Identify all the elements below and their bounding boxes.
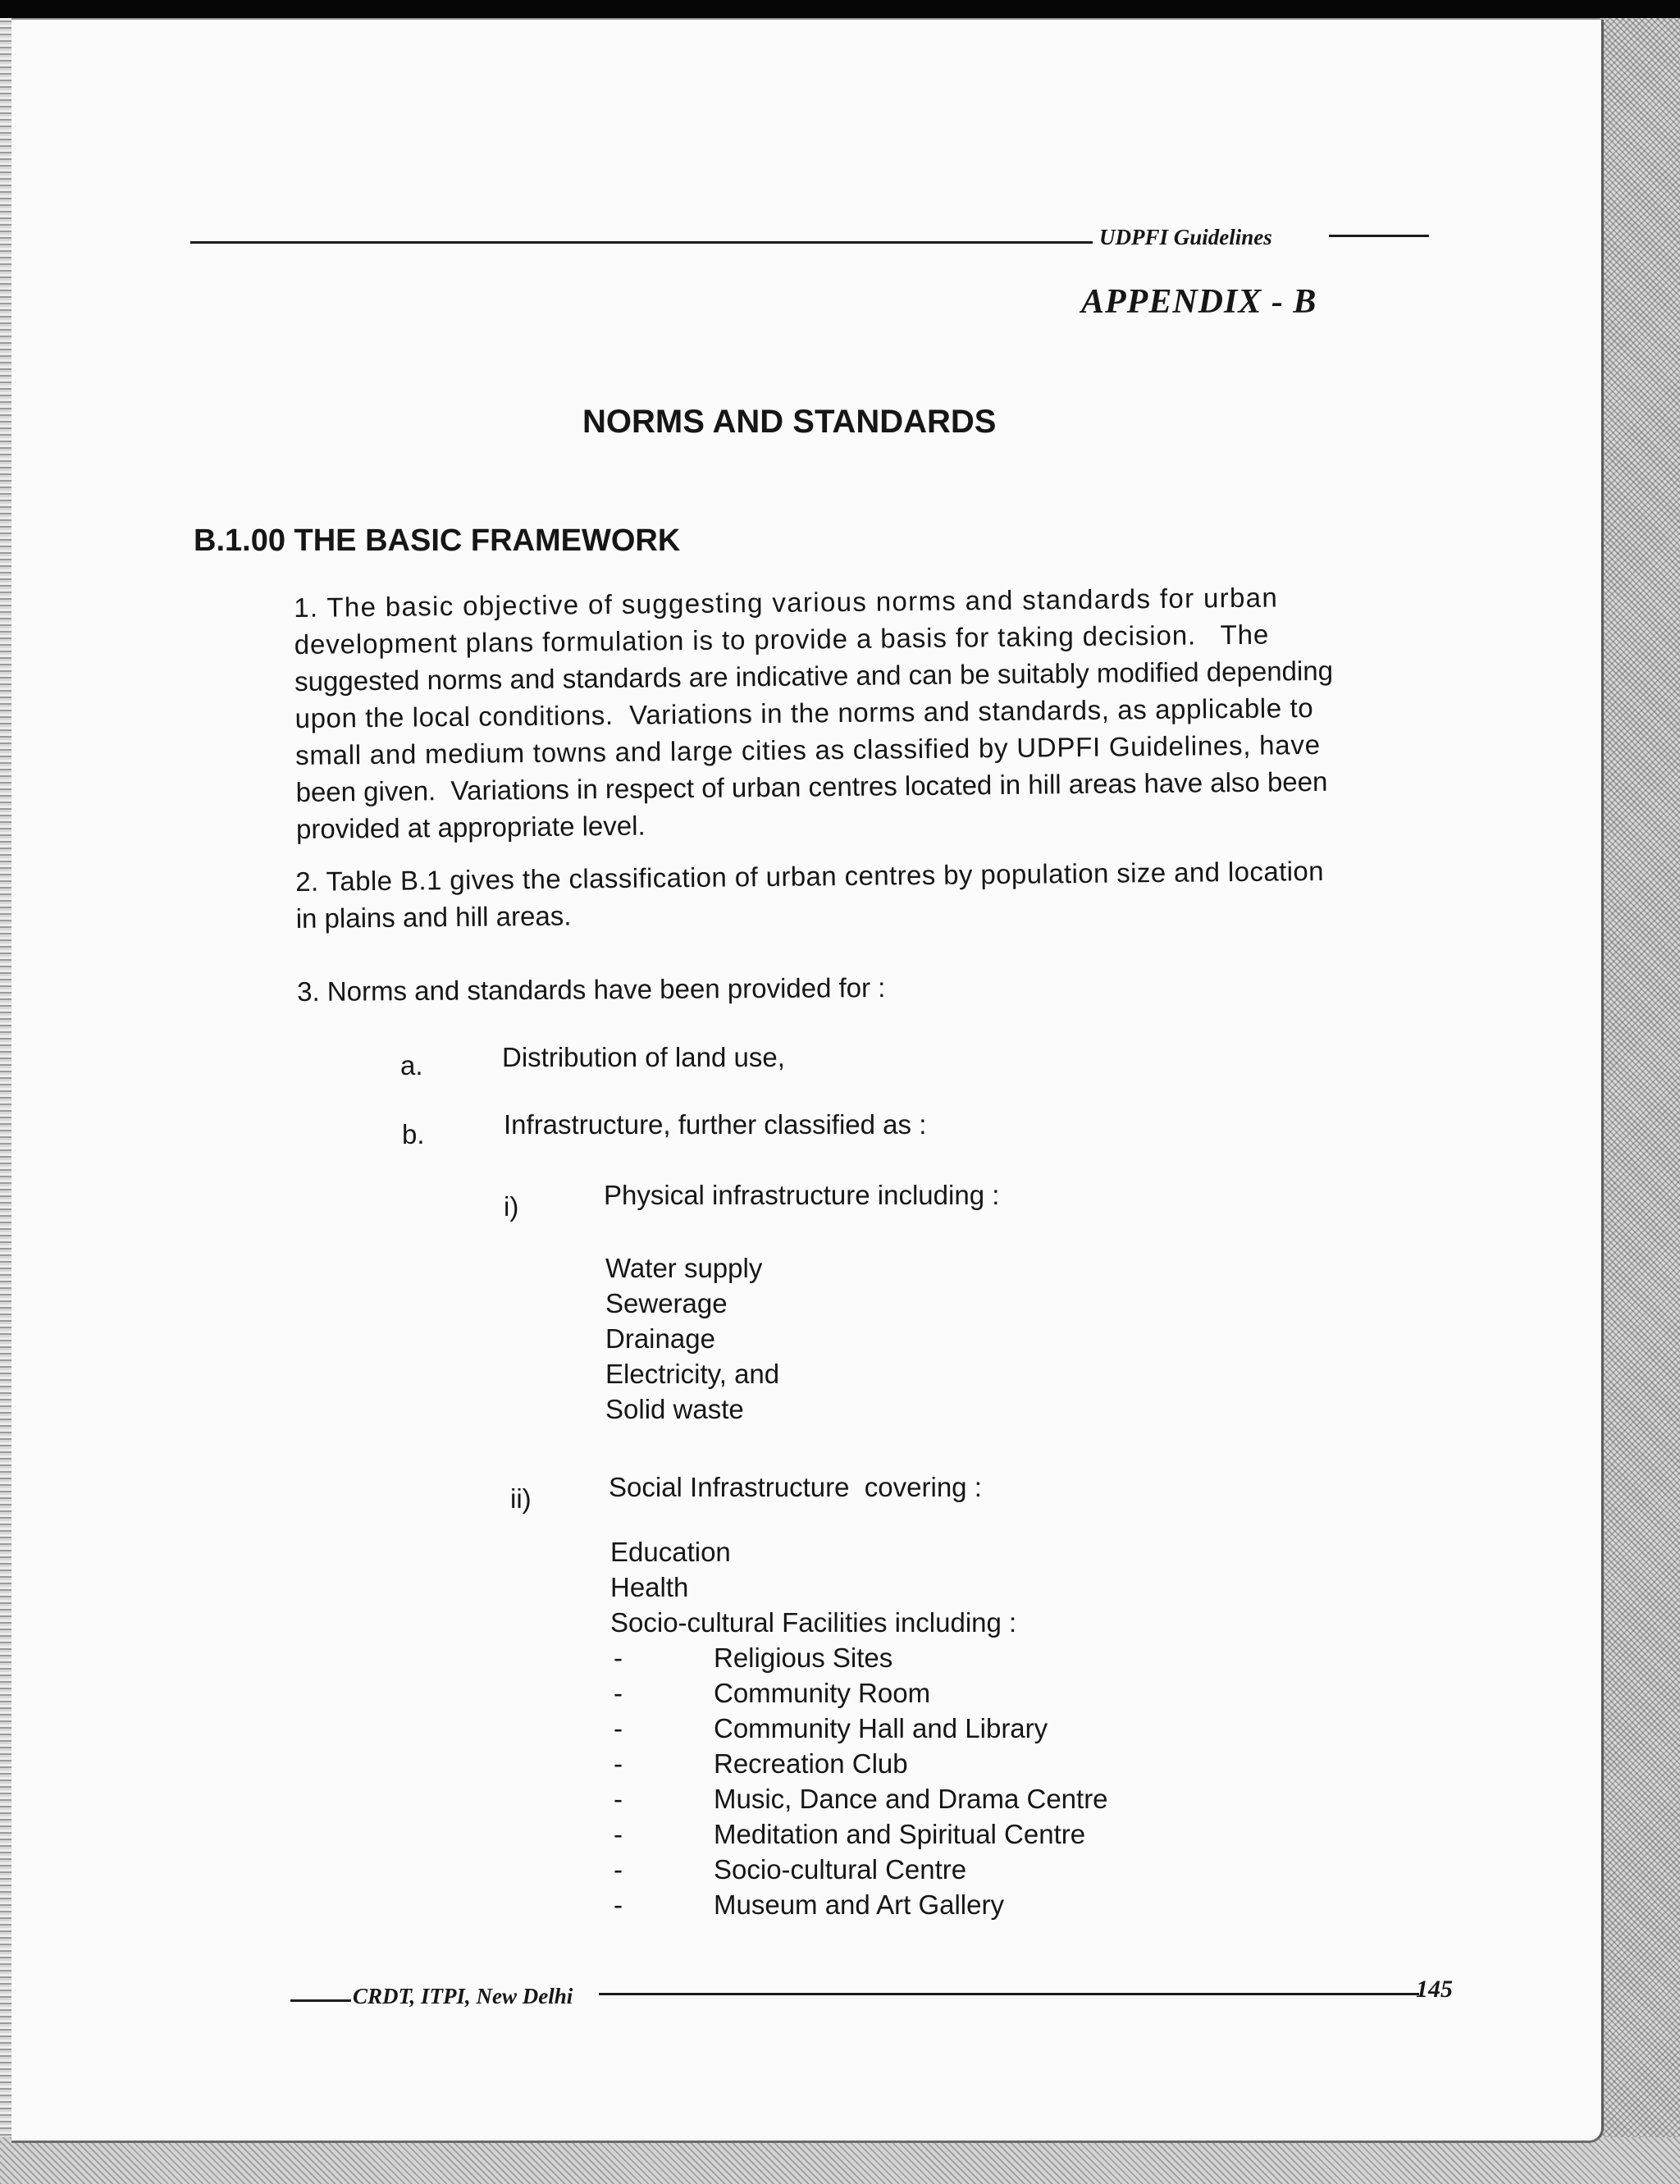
list-item: Drainage (605, 1323, 715, 1354)
list-item-ii: Social Infrastructure covering : (609, 1472, 982, 1502)
list-marker-i: i) (504, 1191, 519, 1222)
dash-marker: - (614, 1678, 623, 1708)
footer-rule-left (290, 1999, 351, 2002)
list-item (614, 1781, 1108, 1816)
section-title: THE BASIC FRAMEWORK (294, 523, 681, 558)
list-item (614, 1816, 1108, 1852)
paragraph-1-line: been given. Variations in respect of urban centres located in hill areas have also been (295, 765, 1328, 807)
physical-infrastructure-items (605, 1250, 779, 1427)
dash-marker: - (614, 1748, 623, 1779)
list-item (614, 1852, 1108, 1887)
appendix-label: APPENDIX - B (1081, 283, 1317, 321)
list-item: Water supply (605, 1253, 763, 1283)
document-page (11, 20, 1604, 2143)
list-marker-a: a. (400, 1050, 423, 1081)
paragraph-2-line: in plains and hill areas. (295, 900, 572, 934)
dash-marker: - (614, 1784, 623, 1814)
list-item-text: Music, Dance and Drama Centre (714, 1784, 1108, 1814)
list-item-i: Physical infrastructure including : (604, 1180, 1000, 1210)
header-rule-left (190, 241, 1093, 244)
paragraph-3: 3. Norms and standards have been provided for : (297, 971, 886, 1007)
list-item (614, 1887, 1108, 1922)
paragraph-1-line: development plans formulation is to provide a basis for taking decision. The (294, 619, 1270, 660)
dash-marker: - (614, 1713, 623, 1743)
paragraph-2-line: 2. Table B.1 gives the classification of urban centres by population size and location (295, 855, 1325, 897)
paragraph-2 (295, 852, 1325, 937)
paragraph-1-line: 1. The basic objective of suggesting various norms and standards for urban (294, 582, 1279, 623)
running-header: UDPFI Guidelines (1099, 225, 1272, 249)
list-item-a: Distribution of land use, (502, 1042, 785, 1072)
scan-right-edge (1600, 18, 1680, 2184)
list-item-b: Infrastructure, further classified as : (504, 1109, 927, 1140)
list-item-text: Meditation and Spiritual Centre (714, 1819, 1086, 1849)
list-item-text: Socio-cultural Centre (714, 1854, 967, 1885)
paragraph-1-line: upon the local conditions. Variations in the norms and standards, as applicable to (294, 692, 1314, 733)
paragraph-1-line: suggested norms and standards are indicative and can be suitably modified depending (294, 655, 1334, 697)
list-marker-b: b. (402, 1119, 425, 1149)
list-item (614, 1746, 1108, 1781)
scan-left-edge (0, 18, 11, 2184)
social-infrastructure-items (610, 1534, 1016, 1640)
list-item: Electricity, and (605, 1359, 780, 1389)
list-item: Sewerage (605, 1288, 728, 1318)
list-marker-ii: ii) (510, 1483, 532, 1514)
list-item-text: Recreation Club (714, 1748, 908, 1779)
page-number: 145 (1416, 1976, 1453, 2003)
paragraph-1-line: provided at appropriate level. (295, 810, 646, 844)
dash-marker: - (614, 1819, 623, 1849)
list-item-text: Community Room (714, 1678, 931, 1708)
list-item-text: Community Hall and Library (714, 1713, 1048, 1743)
list-item: Socio-cultural Facilities including : (610, 1607, 1017, 1638)
footer-publisher: CRDT, ITPI, New Delhi (353, 1984, 573, 2008)
paragraph-1-line: small and medium towns and large cities as classified by UDPFI Guidelines, have (294, 729, 1321, 770)
list-item-text: Religious Sites (714, 1643, 893, 1673)
page-title: NORMS AND STANDARDS (582, 404, 997, 440)
header-rule-right (1329, 235, 1429, 237)
list-item: Solid waste (605, 1394, 744, 1424)
list-item: Education (610, 1537, 731, 1567)
section-heading (194, 523, 680, 559)
scan-top-border (0, 0, 1680, 18)
socio-cultural-facilities-list (614, 1640, 1108, 1922)
footer-rule-right (599, 1993, 1419, 1995)
dash-marker: - (614, 1889, 623, 1920)
list-item (614, 1675, 1108, 1711)
scan-bottom-edge (0, 2137, 1680, 2184)
dash-marker: - (614, 1643, 623, 1673)
list-item (614, 1711, 1108, 1746)
paragraph-1 (294, 578, 1335, 848)
list-item (614, 1640, 1108, 1675)
dash-marker: - (614, 1854, 623, 1885)
section-number: B.1.00 (194, 523, 285, 558)
list-item-text: Museum and Art Gallery (714, 1889, 1004, 1920)
list-item: Health (610, 1572, 689, 1602)
